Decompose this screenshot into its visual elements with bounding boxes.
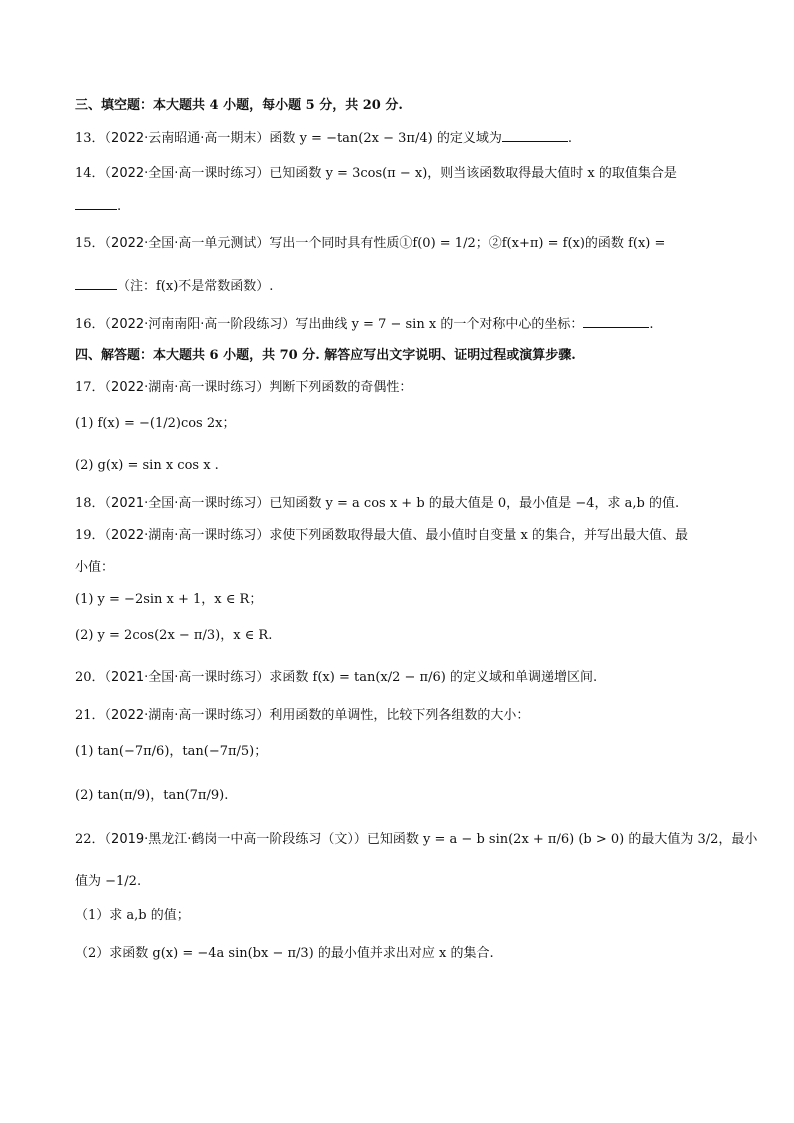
q13-text-after: 的定义域为 <box>436 131 502 146</box>
q16-end: . <box>649 317 654 332</box>
q20-source: （2021·全国·高一课时练习） <box>104 670 270 685</box>
question-14-line-2 <box>75 196 121 217</box>
q15-property-2: f(x+π) = f(x) <box>501 236 585 251</box>
q19-part-1: (1) y = −2sin x + 1，x ∈ R； <box>75 592 263 607</box>
q19-text: 求使下列函数取得最大值、最小值时自变量 x 的集合，并写出最大值、最 <box>269 528 689 543</box>
q16-formula: y = 7 − sin x <box>351 317 437 332</box>
q13-text-before: 函数 <box>269 131 296 146</box>
section-3-header: 三、填空题：本大题共 4 小题，每小题 5 分，共 20 分. <box>75 98 403 113</box>
q18-source: （2021·全国·高一课时练习） <box>104 496 270 511</box>
q17-number: 17． <box>75 380 105 395</box>
question-17 <box>75 378 412 398</box>
q15-number: 15． <box>75 236 105 251</box>
q16-text-before: 写出曲线 <box>295 317 348 332</box>
q17-part-2: (2) g(x) = sin x cos x . <box>75 458 219 473</box>
section-4-header: 四、解答题：本大题共 6 小题，共 70 分. 解答应写出文字说明、证明过程或演算步骤. <box>75 348 576 363</box>
q22-part-1: （1）求 a,b 的值； <box>75 908 190 923</box>
q15-source: （2022·全国·高一单元测试） <box>104 236 270 251</box>
question-19 <box>75 526 688 546</box>
q22-part-2: （2）求函数 g(x) = −4a sin(bx − π/3) 的最小值并求出对应 x 的集合. <box>75 946 494 961</box>
q21-part-2: (2) tan(π/9)，tan(7π/9). <box>75 788 229 803</box>
q21-source: （2022·湖南·高一课时练习） <box>104 708 270 723</box>
q19-number: 19． <box>75 528 105 543</box>
q15-text-after: 的函数 <box>584 236 624 251</box>
question-15 <box>75 234 665 254</box>
question-20 <box>75 668 597 688</box>
question-15-line-2 <box>75 276 273 297</box>
q13-number: 13． <box>75 131 105 146</box>
q15-text-before: 写出一个同时具有性质① <box>269 236 413 251</box>
q21-text: 利用函数的单调性，比较下列各组数的大小： <box>269 708 530 723</box>
q18-text: 已知函数 y = a cos x + b 的最大值是 0，最小值是 −4，求 a,b 的值. <box>269 496 680 511</box>
question-16 <box>75 314 653 335</box>
q17-text: 判断下列函数的奇偶性： <box>269 380 413 395</box>
q16-source: （2022·河南南阳·高一阶段练习） <box>104 317 296 332</box>
q15-separator: ；② <box>475 236 502 251</box>
q20-number: 20． <box>75 670 105 685</box>
q14-number: 14． <box>75 166 105 181</box>
q13-formula: y = −tan(2x − 3π/4) <box>299 131 433 146</box>
q14-source: （2022·全国·高一课时练习） <box>104 166 270 181</box>
q14-text-before: 已知函数 <box>269 166 322 181</box>
question-13 <box>75 128 572 149</box>
q21-number: 21． <box>75 708 105 723</box>
q17-source: （2022·湖南·高一课时练习） <box>104 380 270 395</box>
q14-answer-blank[interactable] <box>75 196 117 210</box>
q15-answer-blank[interactable] <box>75 276 117 290</box>
question-18 <box>75 494 679 514</box>
q14-formula: y = 3cos(π − x) <box>325 166 428 181</box>
question-22 <box>75 830 757 850</box>
q22-source: （2019·黑龙江·鹤岗一中高一阶段练习（文）） <box>104 832 367 847</box>
q16-number: 16． <box>75 317 105 332</box>
q16-text-after: 的一个对称中心的坐标： <box>440 317 584 332</box>
q21-part-1: (1) tan(−7π/6)，tan(−7π/5)； <box>75 744 268 759</box>
question-14 <box>75 164 677 184</box>
q22-number: 22． <box>75 832 105 847</box>
q22-text-line-2: 值为 −1/2. <box>75 874 142 889</box>
q13-answer-blank[interactable] <box>502 128 568 142</box>
q14-end: . <box>117 199 122 214</box>
q19-text-line-2: 小值： <box>75 560 115 575</box>
q16-answer-blank[interactable] <box>583 314 649 328</box>
q14-text-after: ，则当该函数取得最大值时 x 的取值集合是 <box>427 166 677 181</box>
q13-end: . <box>567 131 572 146</box>
q13-source: （2022·云南昭通·高一期末） <box>104 131 270 146</box>
q20-text: 求函数 f(x) = tan(x/2 − π/6) 的定义域和单调递增区间. <box>269 670 598 685</box>
q18-number: 18． <box>75 496 105 511</box>
question-21 <box>75 706 529 726</box>
q19-source: （2022·湖南·高一课时练习） <box>104 528 270 543</box>
q17-part-1: (1) f(x) = −(1/2)cos 2x； <box>75 416 236 431</box>
q15-property-1: f(0) = 1/2 <box>412 236 476 251</box>
q19-part-2: (2) y = 2cos(2x − π/3)，x ∈ R. <box>75 628 273 643</box>
q15-note: （注：f(x)不是常数函数）. <box>117 279 274 294</box>
q22-text: 已知函数 y = a − b sin(2x + π/6) (b > 0) 的最大值为 3/2，最小 <box>366 832 758 847</box>
q15-function: f(x) = <box>628 236 666 251</box>
